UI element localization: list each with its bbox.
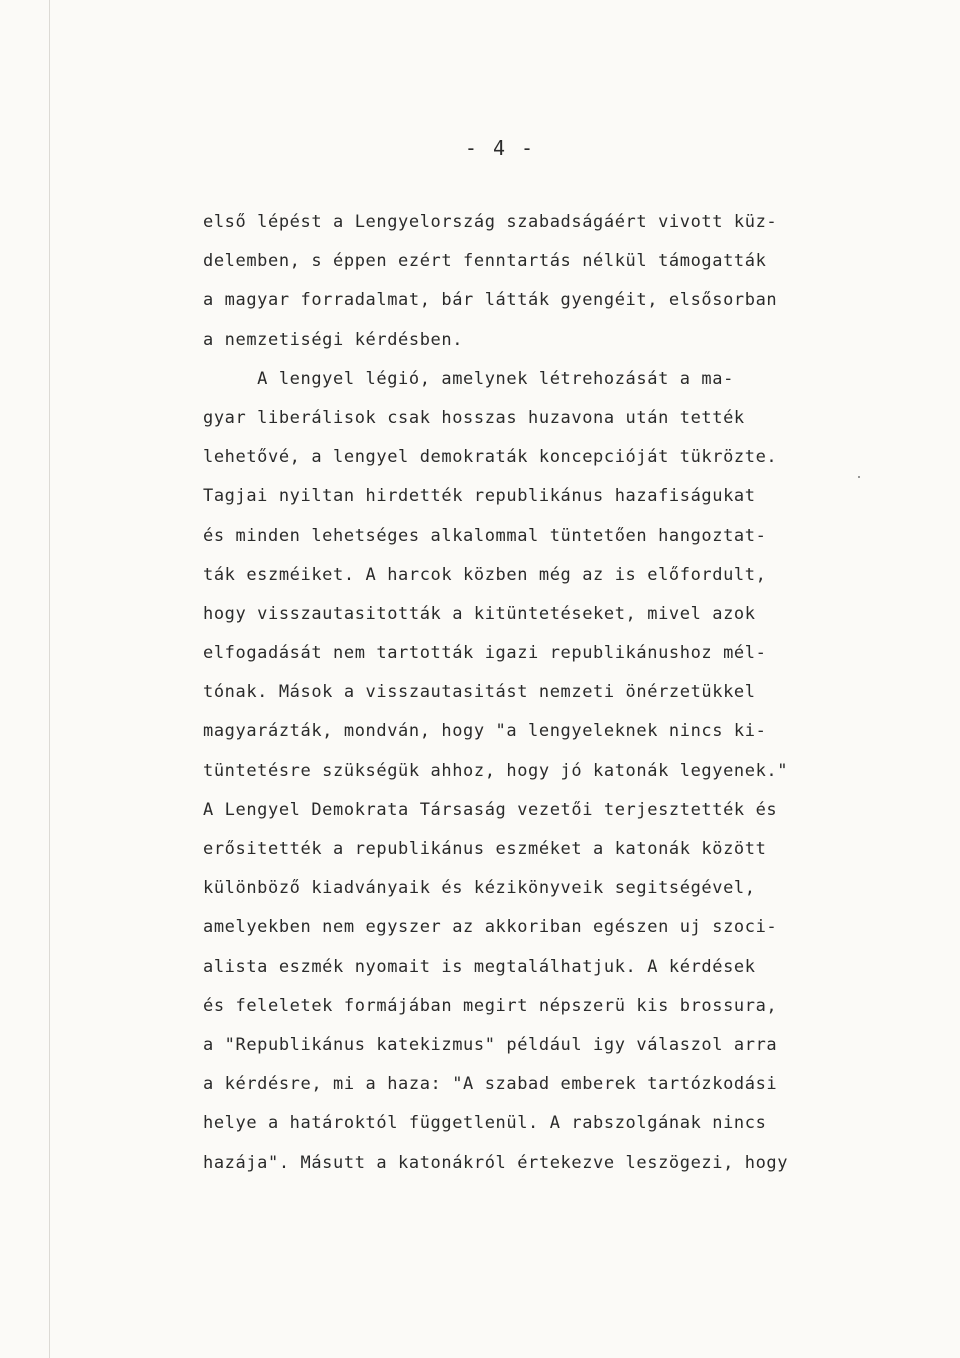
text-line: amelyekben nem egyszer az akkoriban egészen uj szoci- bbox=[203, 917, 778, 938]
binding-edge bbox=[49, 0, 50, 1358]
text-line: a kérdésre, mi a haza: "A szabad emberek tartózkodási bbox=[203, 1074, 778, 1095]
text-line: A lengyel légió, amelynek létrehozását a ma- bbox=[203, 368, 734, 389]
text-line: magyarázták, mondván, hogy "a lengyeleknek nincs ki- bbox=[203, 721, 767, 742]
text-line: a magyar forradalmat, bár látták gyengéit, elsősorban bbox=[203, 290, 778, 311]
text-line: Tagjai nyiltan hirdették republikánus hazafiságukat bbox=[203, 486, 756, 507]
page-number: - 4 - bbox=[464, 136, 536, 160]
body-text bbox=[203, 203, 903, 1183]
text-line: erősitették a republikánus eszméket a katonák között bbox=[203, 839, 767, 859]
text-line: tüntetésre szükségük ahhoz, hogy jó katonák legyenek." bbox=[203, 760, 789, 781]
paper-speck bbox=[858, 476, 860, 478]
text-line: tónak. Mások a visszautasitást nemzeti önérzetükkel bbox=[203, 682, 756, 703]
text-line: a nemzetiségi kérdésben. bbox=[203, 329, 464, 350]
text-line: gyar liberálisok csak hosszas huzavona után tették bbox=[203, 407, 745, 428]
text-line: A Lengyel Demokrata Társaság vezetői terjesztették és bbox=[203, 799, 778, 820]
text-line: első lépést a Lengyelország szabadságáért vivott küz- bbox=[203, 212, 778, 232]
text-line: lehetővé, a lengyel demokraták koncepcióját tükrözte. bbox=[203, 447, 778, 468]
text-line: alista eszmék nyomait is megtalálhatjuk. A kérdések bbox=[203, 956, 756, 977]
text-line: hazája". Másutt a katonákról értekezve leszögezi, hogy bbox=[203, 1152, 789, 1173]
text-line: különböző kiadványaik és kézikönyveik segitségével, bbox=[203, 878, 756, 899]
text-line: helye a határoktól függetlenül. A rabszolgának nincs bbox=[203, 1113, 767, 1134]
text-line: delemben, s éppen ezért fenntartás nélkül támogatták bbox=[203, 251, 767, 272]
text-line: a "Republikánus katekizmus" például igy válaszol arra bbox=[203, 1034, 778, 1055]
text-line: elfogadását nem tartották igazi republikánushoz mél- bbox=[203, 643, 767, 664]
text-line: és minden lehetséges alkalommal tüntetően hangoztat- bbox=[203, 525, 767, 546]
text-line: hogy visszautasitották a kitüntetéseket, mivel azok bbox=[203, 603, 756, 624]
text-line: és feleletek formájában megirt népszerü kis brossura, bbox=[203, 995, 778, 1016]
text-line: ták eszméiket. A harcok közben még az is előfordult, bbox=[203, 564, 767, 585]
